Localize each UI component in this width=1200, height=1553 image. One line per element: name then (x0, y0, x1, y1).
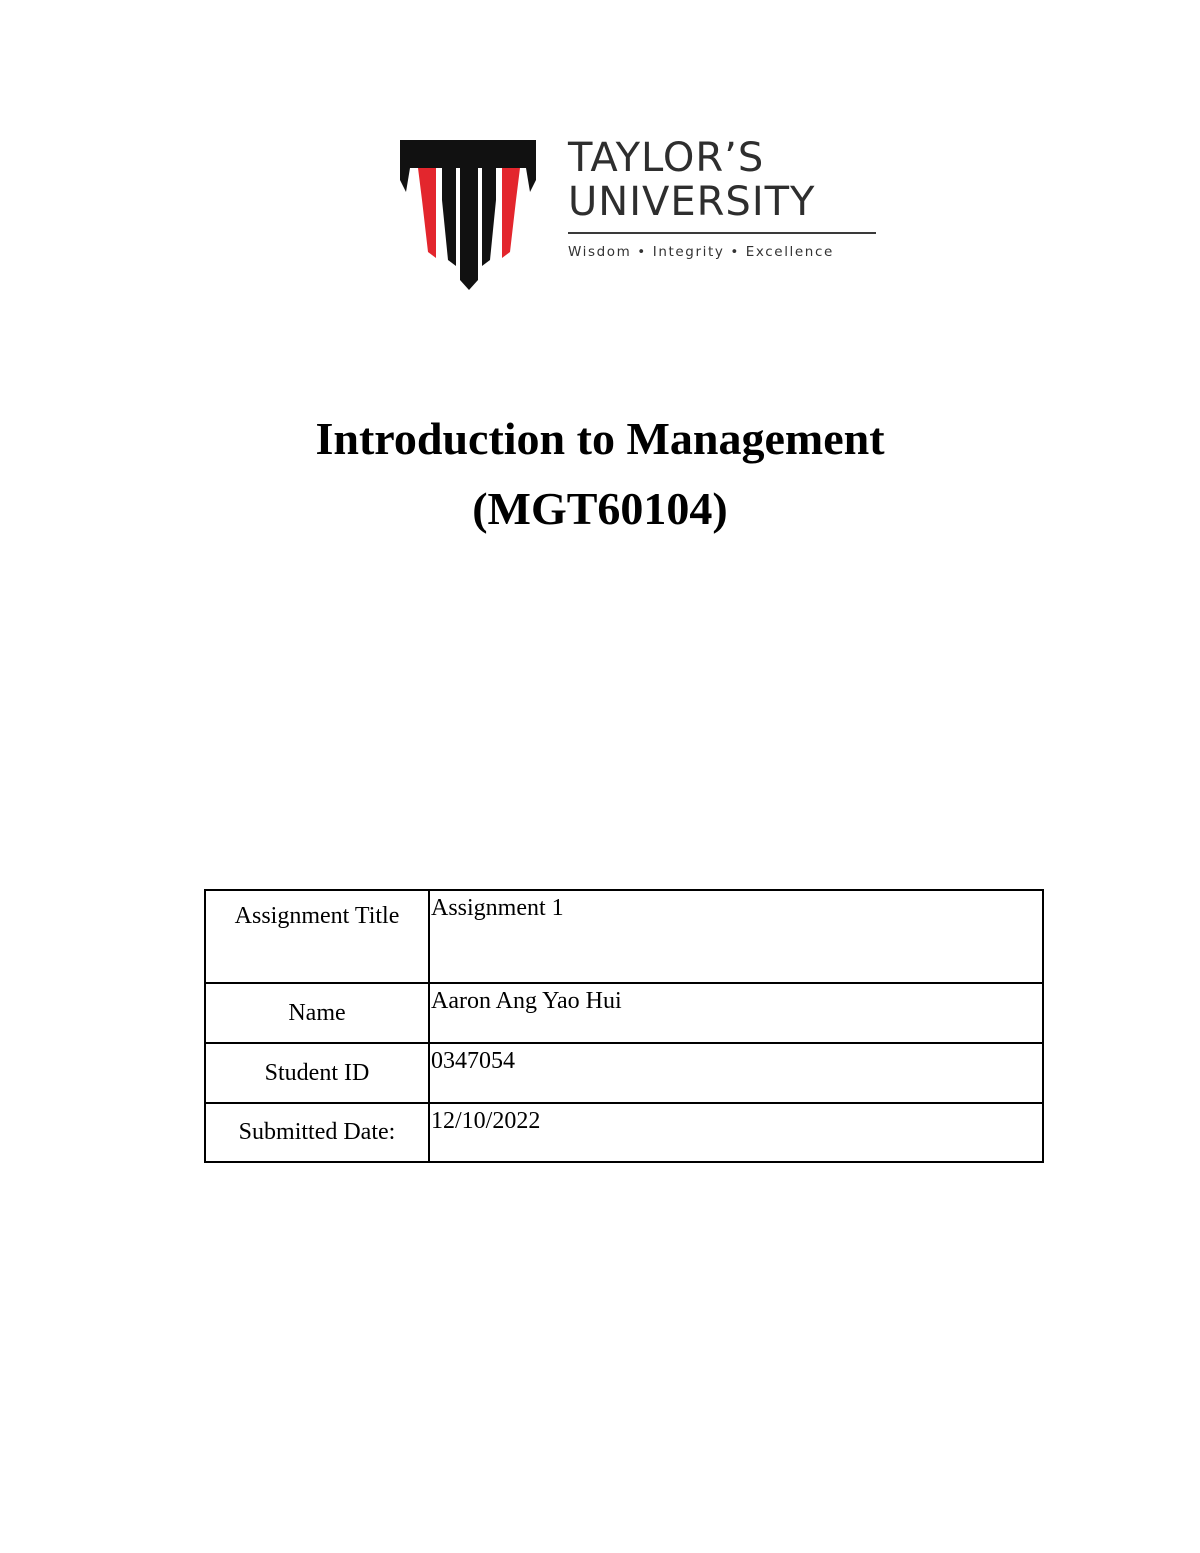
name-value: Aaron Ang Yao Hui (429, 983, 1043, 1043)
logo-name-line2: UNIVERSITY (568, 179, 816, 225)
assignment-title-label: Assignment Title (205, 890, 429, 983)
student-id-value: 0347054 (429, 1043, 1043, 1103)
submitted-date-value: 12/10/2022 (429, 1103, 1043, 1162)
table-row (205, 983, 1043, 1043)
table-row (205, 890, 1043, 983)
logo-name-line1: TAYLOR’S (568, 135, 765, 181)
logo-divider (568, 232, 876, 234)
table-row (205, 1103, 1043, 1162)
name-label: Name (205, 983, 429, 1043)
course-title: Introduction to Management (315, 413, 885, 464)
submitted-date-label: Submitted Date: (205, 1103, 429, 1162)
table-row (205, 1043, 1043, 1103)
university-logo (400, 135, 880, 290)
logo-wordmark (568, 135, 880, 290)
assignment-info-table (204, 889, 1044, 1163)
university-crest-icon (400, 140, 540, 290)
logo-tagline: Wisdom • Integrity • Excellence (568, 244, 834, 260)
assignment-title-value: Assignment 1 (429, 890, 1043, 983)
student-id-label: Student ID (205, 1043, 429, 1103)
course-heading (0, 404, 1200, 544)
course-code: (MGT60104) (472, 483, 728, 534)
